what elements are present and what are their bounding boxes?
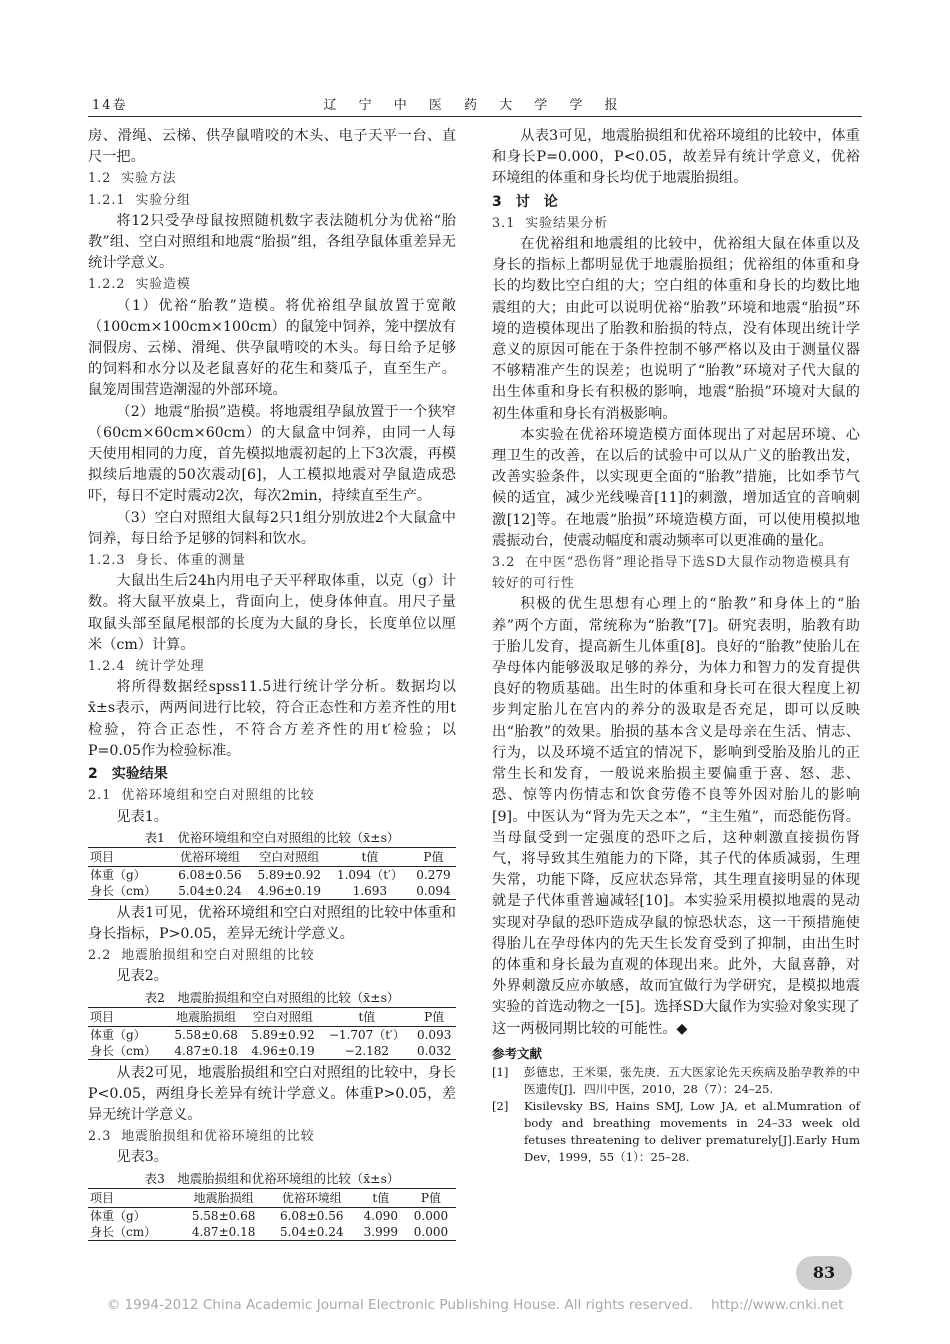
section-heading-2-3: 2.3 地震胎损组和优裕环境组的比较 [88, 1129, 315, 1145]
table-cell: 0.093 [416, 1027, 452, 1042]
table-cell: 5.58±0.68 [191, 1208, 256, 1223]
paragraph: （1）优裕“胎教”造模。将优裕组孕鼠放置于宽敞（100cm×100cm×100cm）的鼠笼中饲养，笼中摆放有洞假房、云梯、滑绳、供孕鼠啃咬的木头。每日给予足够的饲料和水分以及老鼠喜好的花生和葵瓜子，直至生产。鼠笼周围营造潮湿的外部环境。 [88, 297, 456, 399]
volume-label: 14卷 [92, 98, 128, 113]
table-row [88, 1207, 456, 1224]
paragraph: 本实验在优裕环境造模方面体现出了对起居环境、心理卫生的改善，在以后的试验中可以从广义的胎教出发，改善实验条件，以实现更全面的“胎教”措施，比如季节气候的适宜，减少光线噪音[11]的刺激，增加适宜的音响刺激[12]等。在地震“胎损”环境造模方面，可以使用模拟地震振动台，使震动幅度和震动频率可以更准确的量化。 [492, 426, 860, 549]
table-cell: 4.87±0.18 [180, 1224, 268, 1241]
references-heading: 参考文献 [492, 1045, 543, 1061]
table-caption: 表3 地震胎损组和优裕环境组的比较（x̄±s） [144, 1170, 400, 1186]
table-cell: 4.87±0.18 [168, 1043, 245, 1060]
table-header: 优裕环境组 [268, 1188, 356, 1207]
copyright-footer [0, 1297, 950, 1313]
right-column [492, 126, 860, 1166]
table-cell: 4.96±0.19 [245, 1043, 322, 1060]
paragraph: 房、滑绳、云梯、供孕鼠啃咬的木头、电子天平一台、直尺一把。 [88, 128, 456, 166]
table-row [88, 1224, 456, 1241]
table-header: 地震胎损组 [180, 1188, 268, 1207]
paragraph: 从表1可见，优裕环境组和空白对照组的比较中体重和身长指标，P>0.05，差异无统计学意义。 [88, 904, 456, 942]
table-cell: 1.693 [329, 883, 411, 900]
table-header: P值 [411, 847, 456, 866]
paragraph: 在优裕组和地震组的比较中，优裕组大鼠在体重以及身长的指标上都明显优于地震胎损组；优裕组的体重和身长的均数比空白组的大；空白组的体重和身长的均数比地震组的大；由此可以说明优裕“胎教”环境和地震“胎损”环境的造模体现出了胎教和胎损的特点，没有体现出统计学意义的原因可能在于条件控制不够严格以及由于测量仪器不够精准产生的误差；也说明了“胎教”环境对子代大鼠的出生体重和身长有积极的影响，地震“胎损”环境对大鼠的初生体重和身长有消极影响。 [492, 236, 860, 422]
section-heading-1-2-3: 1.2.3 身长、体重的测量 [88, 553, 246, 569]
table-cell: 体重（g） [90, 1208, 146, 1223]
table-cell: 5.58±0.68 [174, 1027, 238, 1042]
section-heading-1-2-2: 1.2.2 实验造模 [88, 277, 191, 293]
table-cell: 0.094 [411, 883, 456, 900]
section-heading-1-2: 1.2 实验方法 [88, 171, 177, 187]
table-cell: 3.999 [356, 1224, 406, 1241]
paragraph: 大鼠出生后24h内用电子天平秤取体重，以克（g）计数。将大鼠平放桌上，背面向上，使身体伸直。用尺子量取鼠头部至鼠尾根部的长度为大鼠的身长，长度单位以厘米（cm）计算。 [88, 573, 456, 653]
table-cell: 1.094（t′） [336, 867, 403, 882]
table-3 [88, 1170, 456, 1241]
table-row [88, 866, 456, 883]
section-heading-2-1: 2.1 优裕环境组和空白对照组的比较 [88, 788, 315, 804]
table-cell: 4.96±0.19 [250, 883, 329, 900]
section-heading-3: 3 讨 论 [492, 193, 558, 210]
paragraph: 积极的优生思想有心理上的“胎教”和身体上的“胎养”两个方面，常统称为“胎教”[7]。研究表明，胎教有助于胎儿发育，提高新生儿体重[8]。良好的“胎教”使胎儿在孕母体内能够汲取足够的养分，为体力和智力的发育提供良好的物质基础。出生时的体重和身长可在很大程度上初步判定胎儿在宫内的养分的汲取是否充足，即可以反映出“胎教”的效果。胎损的基本含义是母亲在生活、情志、行为，以及环境不适宜的情况下，影响到受胎及胎儿的正常生长和发育，一般说来胎损主要偏重于喜、怒、悲、恐、惊等内伤情志和饮食劳倦不良等外因对胎儿的影响[9]。中医认为“肾为先天之本”，“主生殖”，而恐能伤肾。当母鼠受到一定强度的恐吓之后，这种刺激直接损伤肾气，将导致其生殖能力的下降，其子代的体质减弱，生理失常，功能下降，反应状态异常，其生理直接明显的体现就是子代体重普遍减轻[10]。本实验采用模拟地震的晃动实现对孕鼠的恐吓造成孕鼠的惊恐状态，这一干预措施使得胎儿在孕母体内的先天生长发育受到了抑制，由出生时的体重和身长最为直观的体现出来。此外，大鼠喜静，对外界刺激反应亦敏感，故而宜做行为学研究，是模拟地震实验的首选动物之一[5]。选择SD大鼠作为实验对象实现了这一两极同期比较的可能性。◆ [492, 596, 860, 1037]
table-cell: 0.000 [406, 1224, 456, 1241]
table-header: P值 [406, 1188, 456, 1207]
table-cell: 4.090 [363, 1208, 398, 1223]
table-header: t值 [356, 1188, 406, 1207]
journal-title: 辽 宁 中 医 药 大 学 学 报 [323, 98, 627, 113]
table-cell: 0.032 [412, 1043, 456, 1060]
table-header: 空白对照组 [245, 1007, 322, 1026]
table-cell: 6.08±0.56 [279, 1208, 344, 1223]
running-header [88, 92, 862, 117]
table-cell: 身长（cm） [88, 883, 170, 900]
table-cell: 体重（g） [90, 1027, 146, 1042]
table-row [88, 1026, 456, 1043]
paragraph: （2）地震“胎损”造模。将地震组孕鼠放置于一个狭窄（60cm×60cm×60cm）的大鼠盒中饲养，由同一人每天使用相同的力度，首先模拟地震初起的上下3次震，再模拟续后地震的50次震动[6]，人工模拟地震对孕鼠造成恐吓，每日不定时震动2次，每次2min，持续直至生产。 [88, 403, 456, 505]
footer-link[interactable]: http://www.cnki.net [710, 1297, 844, 1313]
table-header: 项目 [88, 1007, 168, 1026]
paragraph: 将12只受孕母鼠按照随机数字表法随机分为优裕“胎教”组、空白对照组和地震“胎损”组，各组孕鼠体重差异无统计学意义。 [88, 212, 456, 272]
paragraph: 从表3可见，地震胎损组和优裕环境组的比较中，体重和身长P=0.000，P<0.05，故差异有统计学意义，优裕环境组的体重和身长均优于地震胎损组。 [492, 128, 860, 187]
paragraph: （3）空白对照组大鼠每2只1组分别放进2个大鼠盒中饲养，每日给予足够的饲料和饮水。 [88, 509, 456, 547]
table-row [88, 883, 456, 900]
section-heading-2: 2 实验结果 [88, 766, 168, 783]
table-header: 项目 [88, 1188, 180, 1207]
table-header: 地震胎损组 [168, 1007, 245, 1026]
page-number: 83 [796, 1256, 852, 1290]
table-reference: 见表2。 [116, 968, 168, 985]
table-header: t值 [329, 847, 411, 866]
table-cell: −2.182 [321, 1043, 412, 1060]
table-header: P值 [412, 1007, 456, 1026]
table-header: 空白对照组 [250, 847, 329, 866]
table-cell: 5.89±0.92 [251, 1027, 315, 1042]
table-caption: 表1 优裕环境组和空白对照组的比较（x̄±s） [144, 829, 400, 845]
table-row [88, 1043, 456, 1060]
section-heading-1-2-4: 1.2.4 统计学处理 [88, 659, 205, 675]
table-cell: 体重（g） [90, 867, 146, 882]
section-heading-2-2: 2.2 地震胎损组和空白对照组的比较 [88, 948, 315, 964]
table-cell: 5.04±0.24 [268, 1224, 356, 1241]
section-heading-3-2: 3.2 在中医“恐伤肾”理论指导下选SD大鼠作动物造模具有较好的可行性 [492, 555, 852, 592]
table-header: 优裕环境组 [170, 847, 249, 866]
table-cell: 身长（cm） [88, 1224, 180, 1241]
table-2 [88, 989, 456, 1060]
section-heading-3-1: 3.1 实验结果分析 [492, 215, 609, 231]
table-cell: 5.89±0.92 [257, 867, 321, 882]
reference-item: [1] 彭德忠，王米渠，张先庚．五大医家论先天疾病及胎孕教养的中医遗传[J]．四川中医，2010，28（7）：24–25. [492, 1064, 860, 1096]
table-caption: 表2 地震胎损组和空白对照组的比较（x̄±s） [144, 989, 400, 1005]
table-cell: 6.08±0.56 [178, 867, 242, 882]
table-reference: 见表3。 [116, 1149, 168, 1166]
left-column [88, 126, 456, 1244]
reference-item: [2] Kisilevsky BS, Hains SMJ, Low JA, et al.Mumration of body and breathing movements in 24–33 week old fetuses threatening to deliver prematurely[J].Early Hum Dev，1999，55（1）：25–28. [492, 1098, 860, 1164]
section-heading-1-2-1: 1.2.1 实验分组 [88, 192, 191, 208]
table-1 [88, 829, 456, 900]
table-cell: 5.04±0.24 [170, 883, 249, 900]
copyright-text: © 1994-2012 China Academic Journal Electronic Publishing House. All rights reserved. [106, 1297, 693, 1313]
paragraph: 将所得数据经spss11.5进行统计学分析。数据均以x̄±s表示，两两间进行比较，符合正态性和方差齐性的用t检验，符合正态性，不符合方差齐性的用t′检验；以P=0.05作为检验标准。 [88, 679, 456, 759]
table-header: t值 [321, 1007, 412, 1026]
table-cell: −1.707（t′） [328, 1027, 405, 1042]
table-cell: 身长（cm） [88, 1043, 168, 1060]
table-cell: 0.000 [413, 1208, 449, 1223]
table-reference: 见表1。 [116, 808, 168, 825]
paragraph: 从表2可见，地震胎损组和空白对照组的比较中，身长P<0.05，两组身长差异有统计学意义。体重P>0.05，差异无统计学意义。 [88, 1064, 456, 1123]
table-cell: 0.279 [416, 867, 451, 882]
table-header: 项目 [88, 847, 170, 866]
